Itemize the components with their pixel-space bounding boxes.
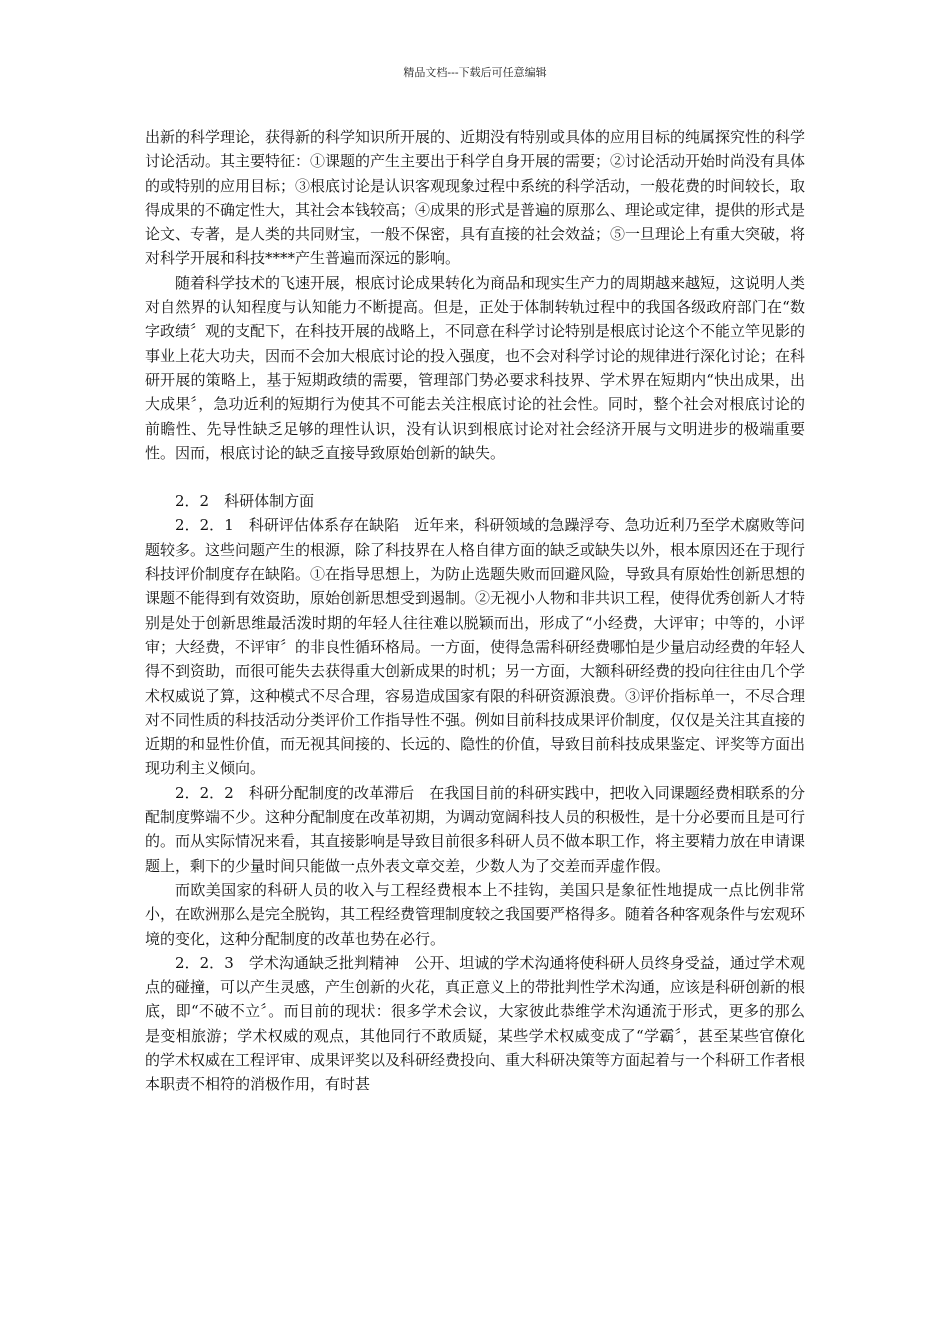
section-heading-research-system: 2．2 科研体制方面 <box>175 492 315 511</box>
paragraph-evaluation-system: 2．2．1 科研评估体系存在缺陷 近年来，科研领域的急躁浮夸、急功近利乃至学术腐败等问题较多。这些问题产生的根源，除了科技界在人格自律方面的缺乏或缺失以外，根本原因还在于现行科技评价制度存在缺陷。①在指导思想上，为防止选题失败而回避风险，导致具有原始性创新思想的课题不能得到有效资助，原始创新思想受到遏制。②无视小人物和非共识工程，使得优秀创新人才特别是处于创新思维最活泼时期的年轻人往往难以脱颖而出，形成了“小经费，大评审；中等的，小评审；大经费，不评审〞的非良性循环格局。一方面，使得急需科研经费哪怕是少量启动经费的年轻人得不到资助，而很可能失去获得重大创新成果的时机；另一方面，大额科研经费的投向往往由几个学术权威说了算，这种模式不尽合理，容易造成国家有限的科研资源浪费。③评价指标单一，不尽合理对不同性质的科技活动分类评价工作指导性不强。例如目前科技成果评价制度，仅仅是关注其直接的近期的和显性价值，而无视其间接的、长远的、隐性的价值，导致目前科技成果鉴定、评奖等方面出现功利主义倾向。 <box>145 516 806 778</box>
paragraph-basic-research-issues: 随着科学技术的飞速开展，根底讨论成果转化为商品和现实生产力的周期越来越短，这说明人类对自然界的认知程度与认知能力不断提高。但是，正处于体制转轨过程中的我国各级政府部门在“数字政绩〞观的支配下，在科技开展的战略上，不同意在科学讨论特别是根底讨论这个不能立竿见影的事业上花大功夫，因而不会加大根底讨论的投入强度，也不会对科学讨论的规律进行深化讨论；在科研开展的策略上，基于短期政绩的需要，管理部门势必要求科技界、学术界在短期内“快出成果，出大成果〞，急功近利的短期行为使其不可能去关注根底讨论的社会性。同时，整个社会对根底讨论的前瞻性、先导性缺乏足够的理性认识，没有认识到根底讨论对社会经济开展与文明进步的极端重要性。因而，根底讨论的缺乏直接导致原始创新的缺失。 <box>145 273 806 462</box>
page-header: 精品文档---下载后可任意编辑 <box>403 66 547 79</box>
paragraph-basic-research-features: 出新的科学理论，获得新的科学知识所开展的、近期没有特别或具体的应用目标的纯属探究性的科学讨论活动。其主要特征：①课题的产生主要出于科学自身开展的需要；②讨论活动开始时尚没有具体的或特别的应用目标；③根底讨论是认识客观现象过程中系统的科学活动，一般花费的时间较长，取得成果的不确定性大，其社会本钱较高；④成果的形式是普遍的原那么、理论或定律，提供的形式是论文、专著，是人类的共同财宝，一般不保密，具有直接的社会效益；⑤一旦理论上有重大突破，将对科学开展和科技****产生普遍而深远的影响。 <box>145 128 806 268</box>
paragraph-distribution-system: 2．2．2 科研分配制度的改革滞后 在我国目前的科研实践中，把收入同课题经费相联系的分配制度弊端不少。这种分配制度在改革初期，为调动宽阔科技人员的积极性，是十分必要而且是可行的。而从实际情况来看，其直接影响是导致目前很多科研人员不做本职工作，将主要精力放在申请课题上，剩下的少量时间只能做一点外表文章交差，少数人为了交差而弄虚作假。 <box>145 783 806 875</box>
document-body <box>145 125 805 1097</box>
paragraph-western-comparison: 而欧美国家的科研人员的收入与工程经费根本上不挂钩，美国只是象征性地提成一点比例非常小，在欧洲那么是完全脱钩，其工程经费管理制度较之我国要严格得多。随着各种客观条件与宏观环境的变化，这种分配制度的改革也势在必行。 <box>145 880 806 948</box>
paragraph-academic-exchange: 2．2．3 学术沟通缺乏批判精神 公开、坦诚的学术沟通将使科研人员终身受益，通过学术观点的碰撞，可以产生灵感，产生创新的火花，真正意义上的带批判性学术沟通，应该是科研创新的根底，即“不破不立〞。而目前的现状：很多学术会议，大家彼此恭维学术沟通流于形式，更多的那么是变相旅游；学术权威的观点，其他同行不敢质疑，某些学术权威变成了“学霸〞，甚至某些官僚化的学术权威在工程评审、成果评奖以及科研经费投向、重大科研决策等方面起着与一个科研工作者根本职责不相符的消极作用，有时甚 <box>145 953 806 1094</box>
